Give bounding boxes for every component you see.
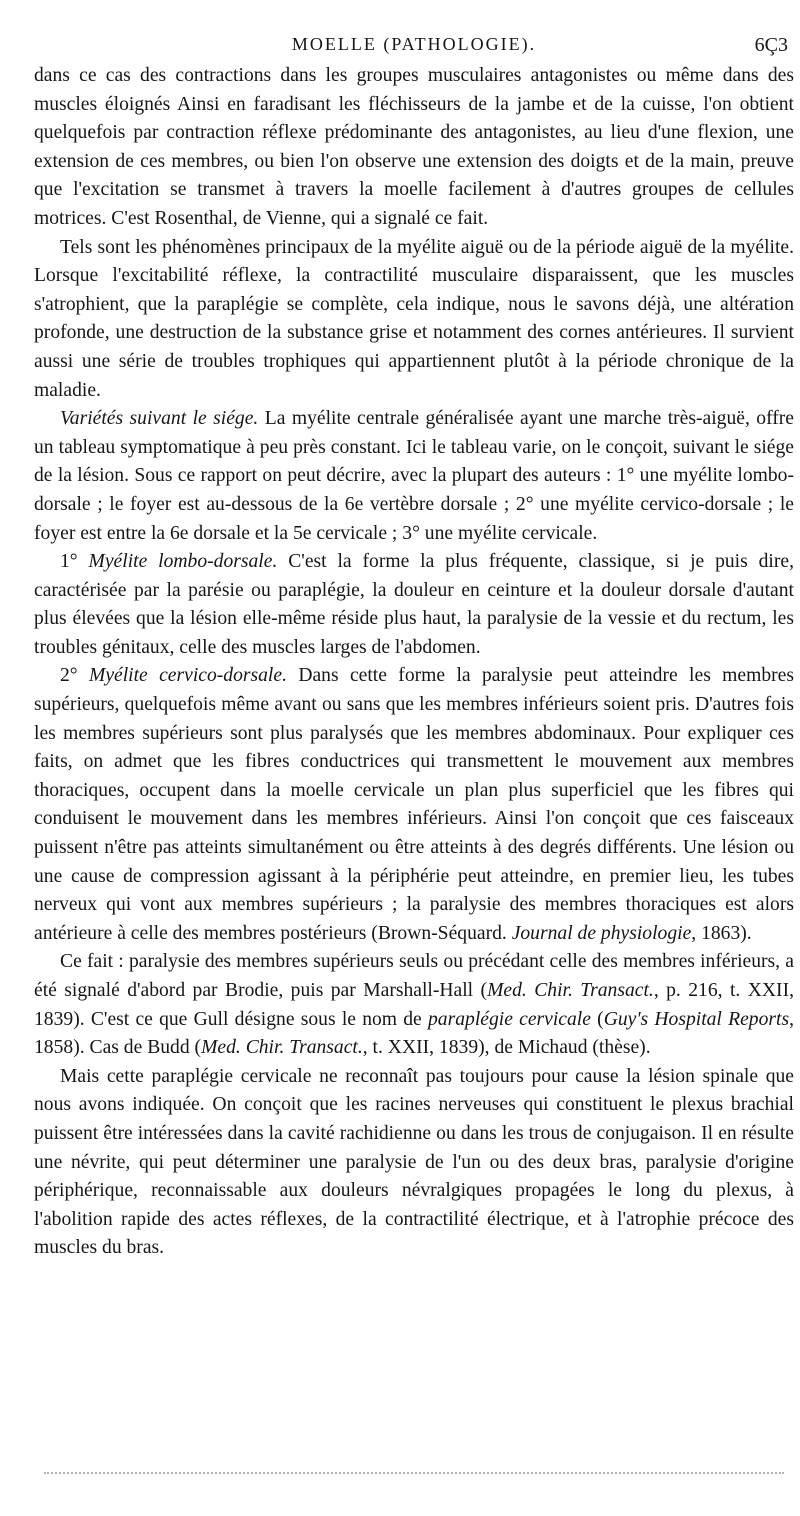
paragraph [34,662,794,948]
paragraph [34,405,794,548]
paragraph [34,548,794,662]
text-segment: dans ce cas des contractions dans les groupes musculaires antagonistes ou même dans des muscles éloignés Ainsi en faradisant les fléchisseurs de la jambe et de la cuisse, l'on obtient quelquefois par contraction réflexe prédominante des antagonistes, au lieu d'une flexion, une extension de ces membres, ou bien l'on observe une extension des doigts et de la main, preuve que l'excitation se transmet à travers la moelle facilement à d'autres groupes de cellules motrices. C'est Rosenthal, de Vienne, qui a signalé ce fait. [34,65,794,229]
text-segment: ( [590,1008,604,1030]
paragraph [34,62,794,234]
italic-text-segment: Med. Chir. Transact. [487,980,654,1001]
running-title: MOELLE (PATHOLOGIE). [291,34,537,54]
italic-text-segment: Myélite cervico-dorsale. [89,665,287,687]
italic-text-segment: Variétés suivant le siége. [60,408,259,430]
italic-text-segment: paraplégie cervicale [428,1008,591,1030]
paragraph [34,948,794,1062]
paragraph [34,1063,794,1263]
italic-text-segment: Myélite lombo-dorsale. [88,551,278,573]
italic-text-segment: Guy's Hospital Reports [603,1008,790,1030]
text-segment: 1° [60,551,89,573]
text-segment: , 1863). [691,922,752,944]
page-number: 6Ç3 [754,34,788,56]
text-segment: Ce fait : paralysie des membres supérieurs seuls ou précédant celle des membres inférieurs, a été signalé d'abord par Brodie, puis par Marshall-Hall ( [34,951,794,1001]
text-segment: C'est la forme la plus fréquente, classique, si je puis dire, caractérisée par la parésie ou paraplégie, la douleur en ceinture et la douleur dorsale d'autant plus élevées que la lésion elle-même réside plus haut, la paralysie de la vessie et du rectum, les troubles génitaux, celle des muscles larges de l'abdomen. [34,551,795,658]
text-segment: , 1858). Cas de Budd ( [34,1008,794,1059]
text-segment: Dans cette forme la paralysie peut atteindre les membres supérieurs, quelquefois même avant ou sans que les membres inférieurs soient pris. D'autres fois les membres supérieurs sont plus paralysés que les membres abdominaux. Pour expliquer ces faits, on admet que les fibres conductrices qui transmettent le mouvement aux membres thoraciques, occupent dans la moelle cervicale un plan plus superficiel que les fibres qui conduisent le mouvement dans les membres inférieurs. Ainsi l'on conçoit que ces faisceaux puissent n'être pas atteints simultanément ou être atteints à des degrés différents. Une lésion ou une cause de compression agissant à la périphérie peut atteindre, en premier lieu, les tubes nerveux qui vont aux membres supérieurs ; la paralysie des membres thoraciques est alors antérieure à celle des membres postérieurs (Brown-Séquard. [34,665,795,944]
text-segment: Mais cette paraplégie cervicale ne reconnaît pas toujours pour cause la lésion spinale que nous avons indiquée. On conçoit que les racines nerveuses qui constituent le plexus brachial puissent être intéressées dans la cavité rachidienne ou dans les trous de conjugaison. Il en résulte une névrite, qui peut déterminer une paralysie de l'un ou des deux bras, paralysie d'origine périphérique, reconnaissable aux douleurs névralgiques propagées le long du plexus, à l'abolition rapide des actes réflexes, de la contractilité électrique, et à l'atrophie précoce des muscles du bras. [34,1065,794,1259]
text-segment: Tels sont les phénomènes principaux de la myélite aiguë ou de la période aiguë de la myélite. Lorsque l'excitabilité réflexe, la contractilité musculaire disparaissent, que les muscles s'atrophient, que la paraplégie se complète, cela indique, nous le savons déjà, une altération profonde, une destruction de la substance grise et notamment des cornes antérieures. Il survient aussi une série de troubles trophiques qui appartiennent plutôt à la période chronique de la maladie. [34,236,794,401]
bottom-dotted-rule [44,1472,784,1474]
running-header [34,34,794,58]
text-segment: , p. 216, t. XXII, 1839). C'est ce que Gull désigne sous le nom de [34,980,795,1030]
body-text [34,62,794,1263]
italic-text-segment: Med. Chir. Transact. [201,1037,363,1059]
text-segment: La myélite centrale généralisée ayant une marche très-aiguë, offre un tableau symptomatique à peu près constant. Ici le tableau varie, on le conçoit, suivant le siége de la lésion. Sous ce rapport on peut décrire, avec la plupart des auteurs : 1° une myélite lombo-dorsale ; le foyer est au-dessous de la 6e vertèbre dorsale ; 2° une myélite cervico-dorsale ; le foyer est entre la 6e dorsale et la 5e cervicale ; 3° une myélite cervicale. [34,408,795,544]
text-segment: 2° [60,665,89,687]
italic-text-segment: Journal de physiologie [511,922,692,944]
paragraph [34,234,794,406]
text-segment: , t. XXII, 1839), de Michaud (thèse). [362,1037,651,1059]
